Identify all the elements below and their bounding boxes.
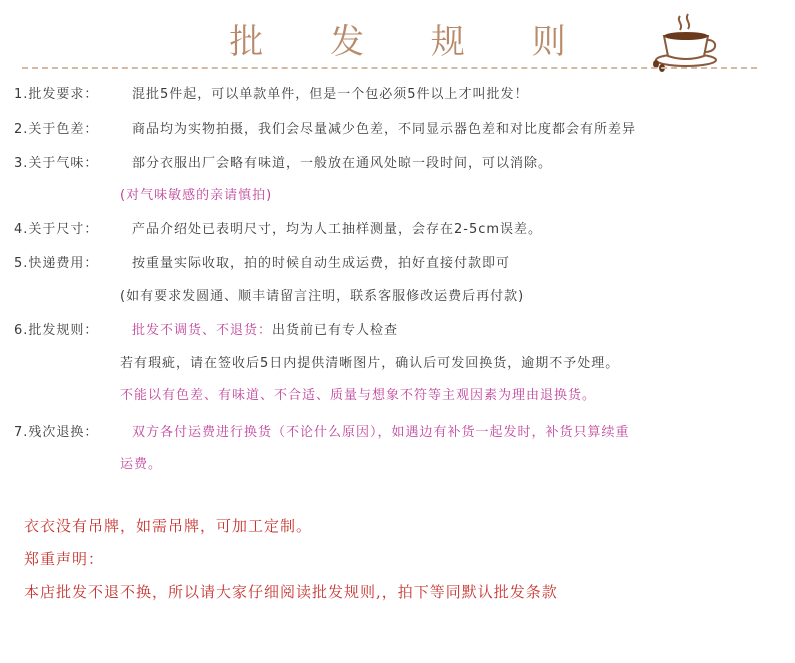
- title-divider: [22, 67, 757, 69]
- rule-text: 部分衣服出厂会略有味道，一般放在通风处晾一段时间，可以消除。: [132, 156, 553, 171]
- rule-label: 1.批发要求：: [14, 87, 99, 102]
- rule-text: 商品均为实物拍摄，我们会尽量减少色差，不同显示器色差和对比度都会有所差异: [132, 122, 637, 137]
- rule-item-3: [14, 155, 552, 173]
- coffee-cup-icon: [650, 12, 722, 72]
- rule-text: 产品介绍处已表明尺寸，均为人工抽样测量，会存在2-5cm误差。: [132, 222, 543, 237]
- rule-label: 7.残次退换：: [14, 425, 99, 440]
- rule-label: 2.关于色差：: [14, 122, 99, 137]
- rule-item-5: [14, 255, 510, 273]
- rule-text-line2: 若有瑕疵，请在签收后5日内提供清晰图片，确认后可发回换货，逾期不予处理。: [120, 356, 620, 371]
- rule-highlight: 批发不调货、不退货：: [132, 323, 273, 338]
- rule-label: 3.关于气味：: [14, 156, 99, 171]
- rule-text: 出货前已有专人检查: [272, 323, 399, 338]
- rule-item-4: [14, 221, 542, 239]
- rule-item-6: [14, 322, 398, 340]
- rule-note: (对气味敏感的亲请慎拍): [120, 188, 273, 203]
- tag-note: 衣衣没有吊牌，如需吊牌，可加工定制。: [24, 517, 313, 535]
- rule-item-1: [14, 86, 529, 104]
- rule-text: 按重量实际收取，拍的时候自动生成运费，拍好直接付款即可: [132, 256, 511, 271]
- rule-label: 5.快递费用：: [14, 256, 99, 271]
- rule-text-line2: (如有要求发圆通、顺丰请留言注明，联系客服修改运费后再付款): [120, 289, 525, 304]
- declaration-text: 本店批发不退不换，所以请大家仔细阅读批发规则,，拍下等同默认批发条款: [24, 583, 558, 601]
- rule-text-line2: 运费。: [120, 457, 163, 472]
- page-title: 批 发 规 则: [229, 22, 594, 62]
- rule-item-2: [14, 121, 636, 139]
- rule-text: 混批5件起，可以单款单件，但是一个包必须5件以上才叫批发！: [132, 87, 529, 102]
- rule-label: 4.关于尺寸：: [14, 222, 99, 237]
- rule-item-7: [14, 424, 630, 442]
- declaration-heading: 郑重声明：: [24, 550, 105, 568]
- rule-text-line3: 不能以有色差、有味道、不合适、质量与想象不符等主观因素为理由退换货。: [120, 388, 597, 403]
- rule-label: 6.批发规则：: [14, 323, 99, 338]
- rule-text: 双方各付运费进行换货（不论什么原因），如遇边有补货一起发时，补货只算续重: [132, 425, 630, 440]
